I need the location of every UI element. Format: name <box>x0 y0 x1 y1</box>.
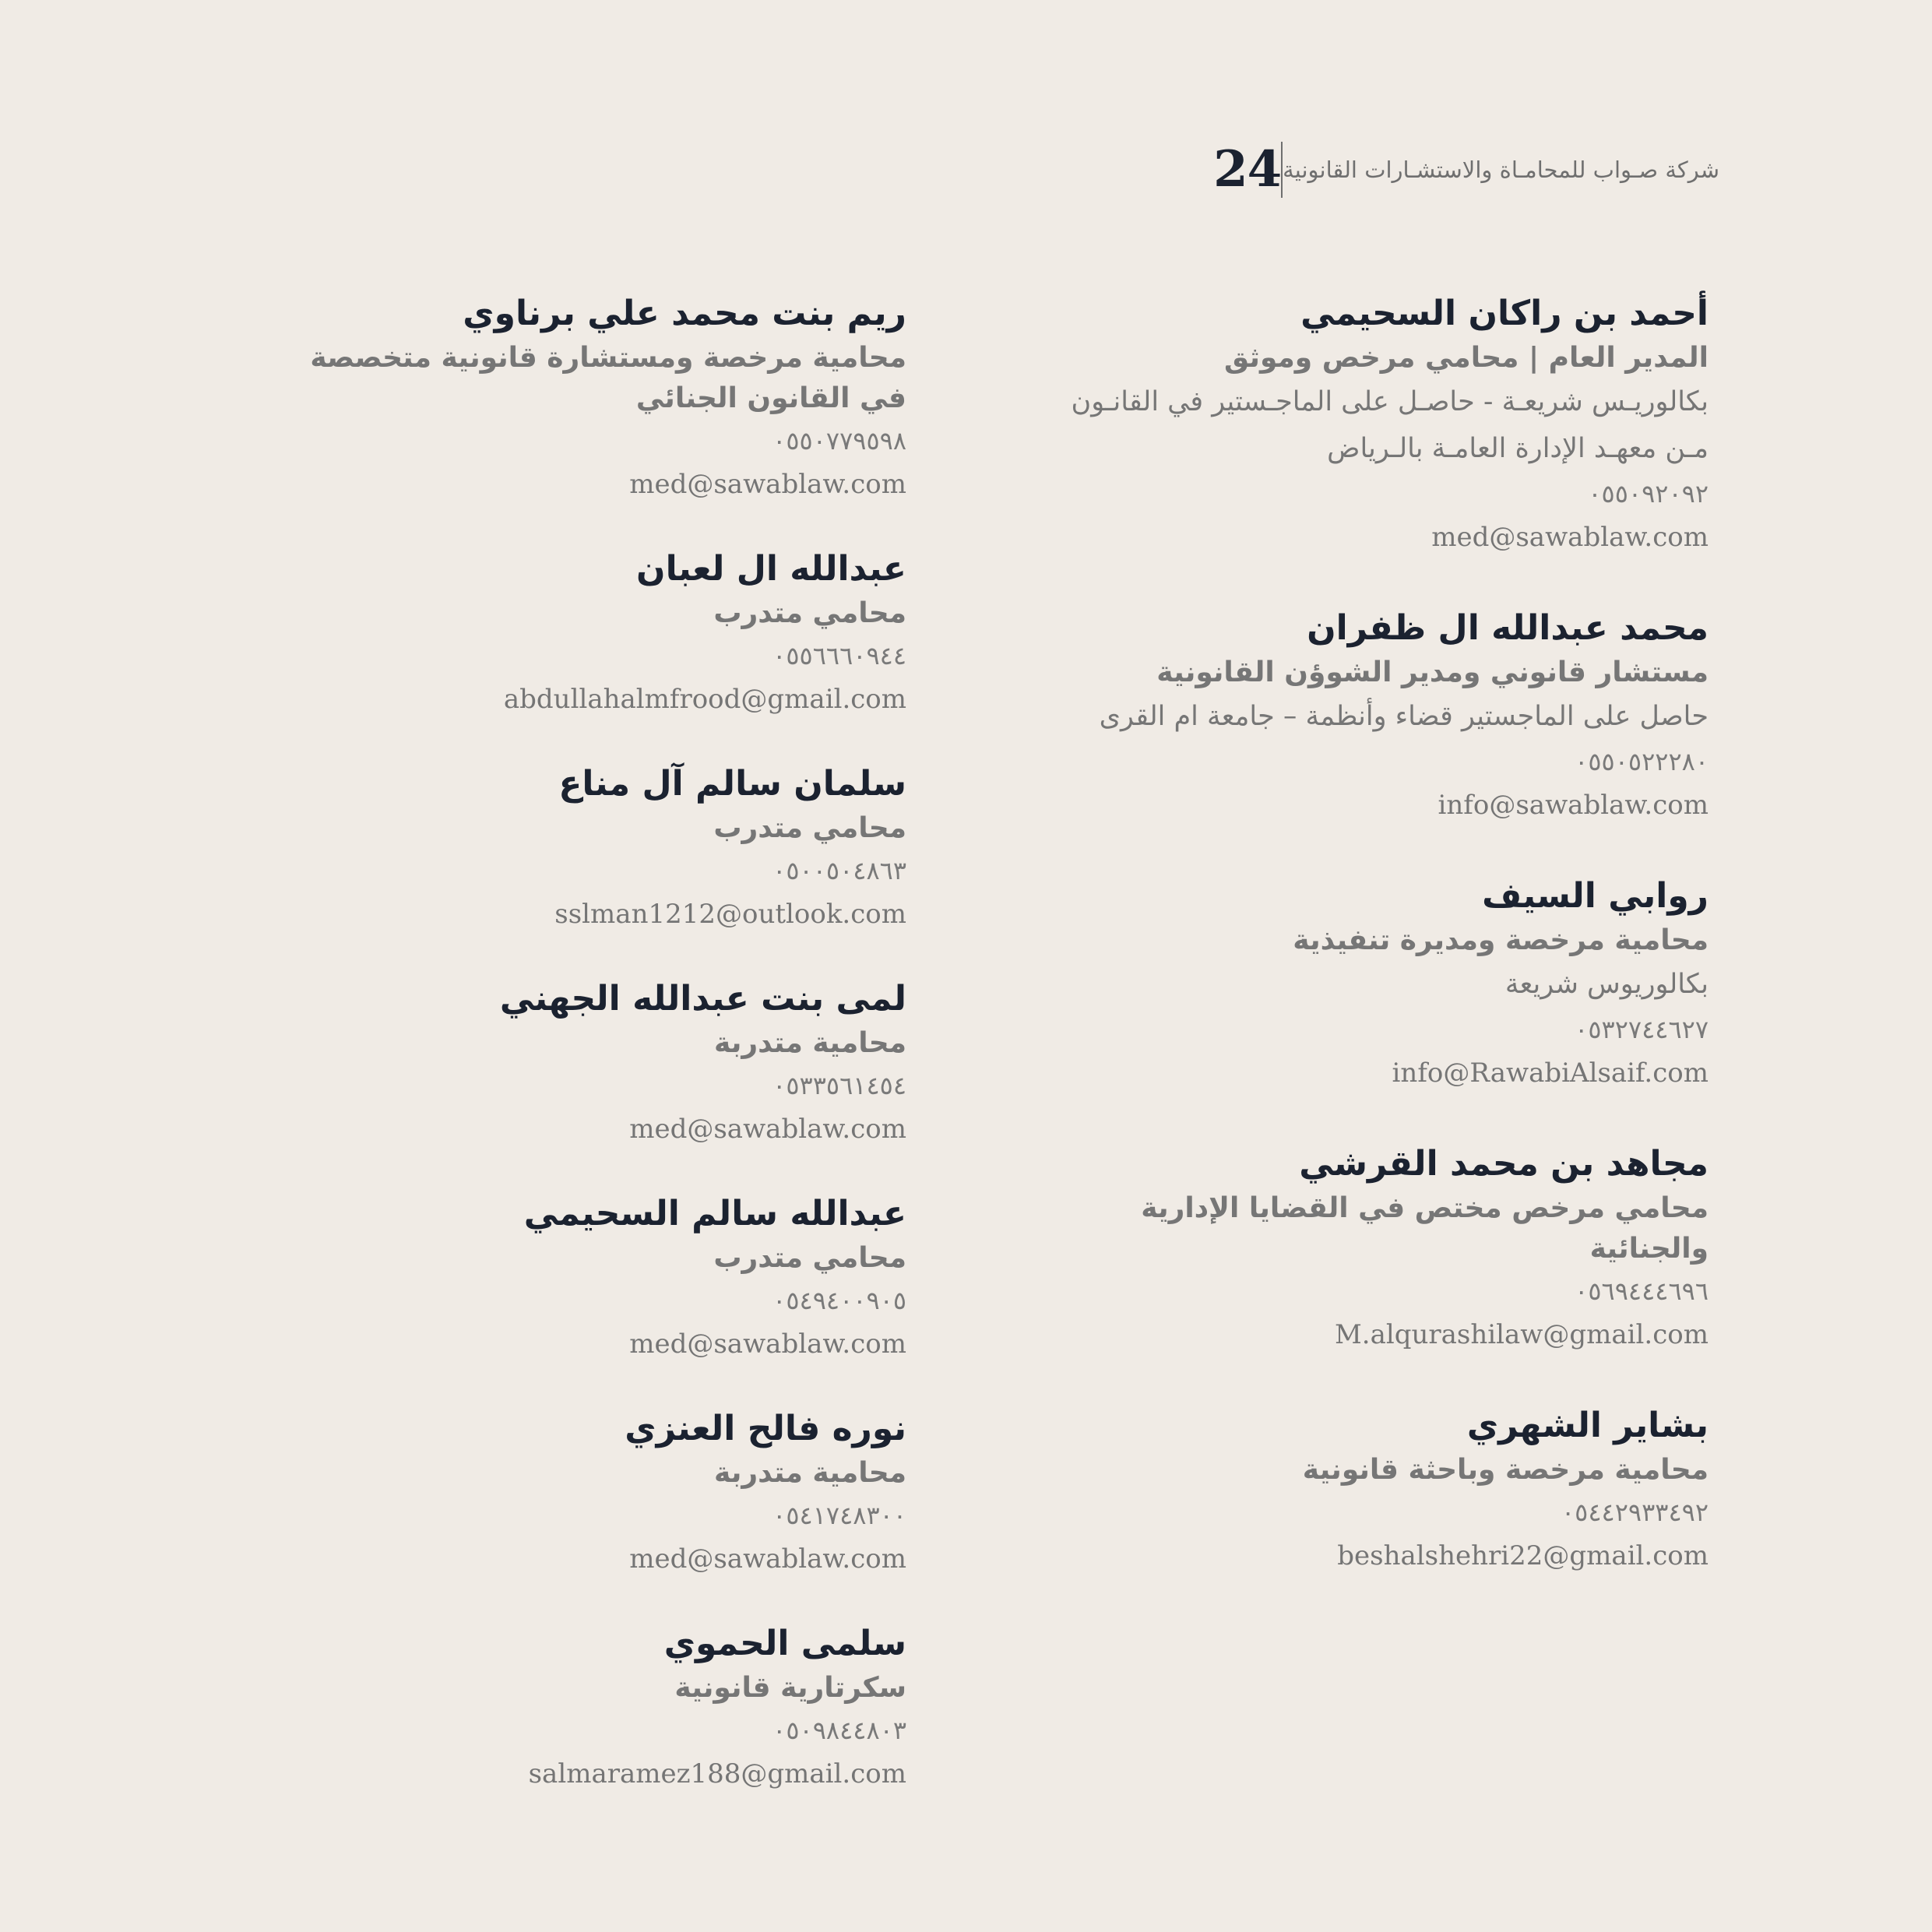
page-header <box>1193 140 1740 199</box>
contact-email[interactable]: med@sawablaw.com <box>629 1328 906 1360</box>
contact-phone: ٠٥٥٦٦٦٠٩٤٤ <box>772 641 906 670</box>
contact-card <box>1039 1402 1709 1578</box>
contact-phone: ٠٥٥٠٩٢٠٩٢ <box>1588 479 1709 509</box>
contact-email[interactable]: med@sawablaw.com <box>629 1114 906 1145</box>
contact-phone: ٠٥٤٤٢٩٣٣٤٩٢ <box>1561 1497 1709 1527</box>
contact-email[interactable]: med@sawablaw.com <box>1431 522 1709 553</box>
page-number: 24 <box>1213 140 1282 199</box>
contact-role: محامية متدربة <box>714 1027 906 1059</box>
contact-email[interactable]: abdullahalmfrood@gmail.com <box>503 684 906 715</box>
contact-description: بكالوريـس شريعـة - حاصـل على الماجـستير في القانـون مـن معهـد الإدارة العامـة بالـرياض <box>1071 386 1709 464</box>
contact-role: مستشار قانوني ومدير الشوؤن القانونية <box>1156 656 1709 688</box>
contact-role: محامي مرخص مختص في القضايا الإدارية والجنائية <box>1141 1192 1709 1265</box>
contact-email[interactable]: M.alqurashilaw@gmail.com <box>1334 1319 1709 1350</box>
contact-name: سلمان سالم آل مناع <box>558 764 906 804</box>
contact-email[interactable]: med@sawablaw.com <box>629 1543 906 1575</box>
contact-phone: ٠٥٥٠٧٧٩٥٩٨ <box>772 426 906 456</box>
contact-phone: ٠٥٤٩٤٠٠٩٠٥ <box>772 1286 906 1315</box>
contact-name: أحمد بن راكان السحيمي <box>1300 294 1709 333</box>
contact-email[interactable]: info@RawabiAlsaif.com <box>1392 1057 1709 1089</box>
contact-email[interactable]: info@sawablaw.com <box>1438 790 1709 821</box>
contact-card <box>268 545 906 721</box>
contact-phone: ٠٥٣٢٧٤٤٦٢٧ <box>1575 1015 1709 1044</box>
contact-card <box>1039 872 1709 1095</box>
contact-name: لمى بنت عبدالله الجهني <box>499 979 906 1019</box>
contact-role: محامية مرخصة ومديرة تنفيذية <box>1293 924 1709 956</box>
contact-card <box>268 1405 906 1581</box>
contact-card <box>1039 290 1709 559</box>
contact-role: محامي متدرب <box>713 1242 906 1274</box>
contact-phone: ٠٥٦٩٤٤٤٦٩٦ <box>1575 1276 1709 1306</box>
contact-email[interactable]: med@sawablaw.com <box>629 469 906 500</box>
contact-card <box>1039 1140 1709 1357</box>
contact-email[interactable]: salmaramez188@gmail.com <box>528 1758 906 1789</box>
contact-phone: ٠٥٠٠٥٠٤٨٦٣ <box>772 856 906 885</box>
contact-card <box>268 975 906 1151</box>
contact-name: بشاير الشهري <box>1466 1406 1709 1445</box>
contact-role: محامية مرخصة وباحثة قانونية <box>1302 1454 1709 1486</box>
contact-name: سلمى الحموي <box>663 1624 906 1663</box>
contact-email[interactable]: sslman1212@outlook.com <box>554 899 906 930</box>
contact-name: عبدالله سالم السحيمي <box>523 1194 906 1233</box>
contact-card <box>268 1190 906 1366</box>
contact-email[interactable]: beshalshehri22@gmail.com <box>1337 1540 1709 1571</box>
contact-role: محامي متدرب <box>713 597 906 629</box>
contact-phone: ٠٥٠٩٨٤٤٨٠٣ <box>772 1716 906 1745</box>
contact-card <box>268 760 906 936</box>
contact-name: عبدالله ال لعبان <box>636 549 906 589</box>
contact-role: سكرتارية قانونية <box>674 1672 906 1704</box>
company-name: شركة صـواب للمحامـاة والاستشـارات القانونية <box>1283 156 1719 183</box>
contact-phone: ٠٥٥٠٥٢٢٢٨٠ <box>1575 747 1709 776</box>
left-column <box>268 290 906 1835</box>
contact-card <box>268 1620 906 1796</box>
contact-phone: ٠٥٤١٧٤٨٣٠٠ <box>772 1501 906 1530</box>
contact-role: محامية مرخصة ومستشارة قانونية متخصصة في القانون الجنائي <box>310 342 906 414</box>
right-column <box>1039 290 1709 1623</box>
contact-role: محامية متدربة <box>714 1457 906 1489</box>
contact-description: بكالوريوس شريعة <box>1504 969 1709 1000</box>
contact-name: روابي السيف <box>1482 876 1709 916</box>
contact-phone: ٠٥٣٣٥٦١٤٥٤ <box>772 1071 906 1100</box>
contact-role: المدير العام | محامي مرخص وموثق <box>1223 342 1709 374</box>
contact-role: محامي متدرب <box>713 812 906 844</box>
contact-name: نوره فالح العنزي <box>625 1409 906 1448</box>
contact-name: ريم بنت محمد علي برناوي <box>463 294 906 333</box>
contact-name: محمد عبدالله ال ظفران <box>1307 608 1709 648</box>
contact-description: حاصل على الماجستير قضاء وأنظمة – جامعة ام القرى <box>1099 701 1709 732</box>
contact-name: مجاهد بن محمد القرشي <box>1299 1144 1709 1184</box>
contact-card <box>1039 604 1709 827</box>
contact-card <box>268 290 906 506</box>
